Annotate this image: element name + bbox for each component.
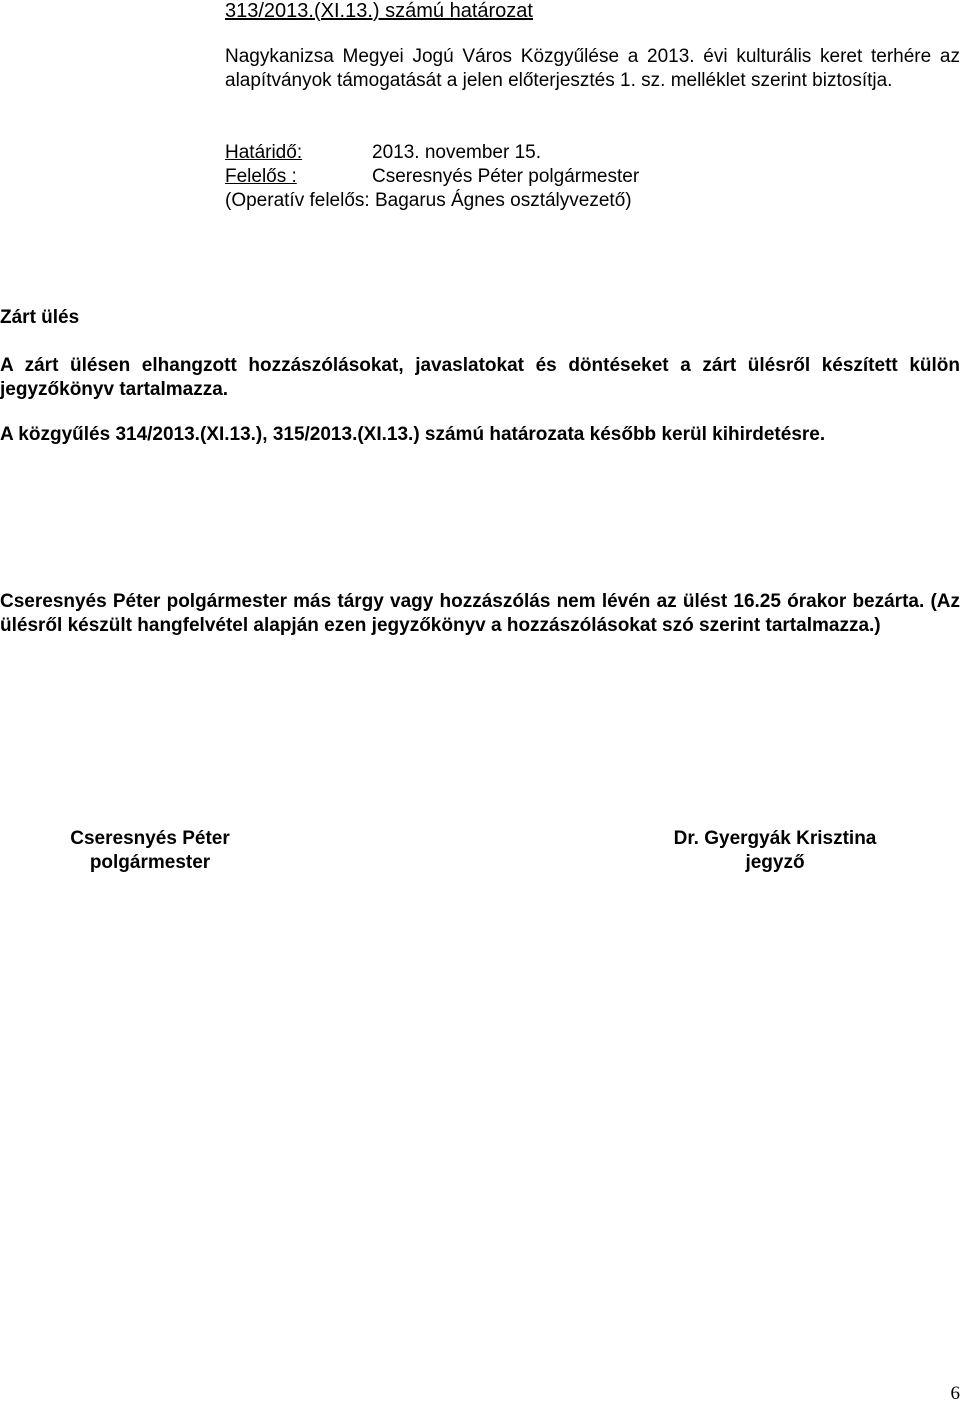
closing-text: Cseresnyés Péter polgármester más tárgy vagy hozzászólás nem lévén az ülést 16.25 órakor bezárta. (Az ülésről készült hangfelvétel alapján ezen jegyzőkönyv a hozzászólásokat szó szerint tartalmazza.) <box>0 591 960 636</box>
deadline-label: Határidő: <box>225 142 303 163</box>
deadline-row <box>225 142 541 164</box>
signature-notary-title: jegyző <box>745 852 805 873</box>
signature-mayor-name: Cseresnyés Péter <box>70 828 230 849</box>
resolution-title: 313/2013.(XI.13.) számú határozat <box>225 0 533 22</box>
signature-notary <box>650 827 900 875</box>
page-number: 6 <box>950 1383 960 1404</box>
closed-session-text: A zárt ülésen elhangzott hozzászólásokat, javaslatokat és döntéseket a zárt ülésről készített külön jegyzőkönyv tartalmazza. <box>0 355 960 400</box>
signature-mayor <box>30 827 270 875</box>
deadline-value: 2013. november 15. <box>372 142 542 163</box>
operative-responsible: (Operatív felelős: Bagarus Ágnes osztályvezető) <box>225 190 632 211</box>
signature-notary-name: Dr. Gyergyák Krisztina <box>673 828 877 849</box>
signature-mayor-title: polgármester <box>89 852 211 873</box>
responsible-row <box>225 166 639 188</box>
closed-session-heading: Zárt ülés <box>0 307 80 328</box>
responsible-value: Cseresnyés Péter polgármester <box>372 166 640 187</box>
responsible-label: Felelős : <box>225 166 297 187</box>
announcement-note: A közgyűlés 314/2013.(XI.13.), 315/2013.(XI.13.) számú határozata később kerül kihirdetésre. <box>0 424 826 445</box>
resolution-body: Nagykanizsa Megyei Jogú Város Közgyűlése a 2013. évi kulturális keret terhére az alapítványok támogatását a jelen előterjesztés 1. sz. melléklet szerint biztosítja. <box>225 46 960 91</box>
